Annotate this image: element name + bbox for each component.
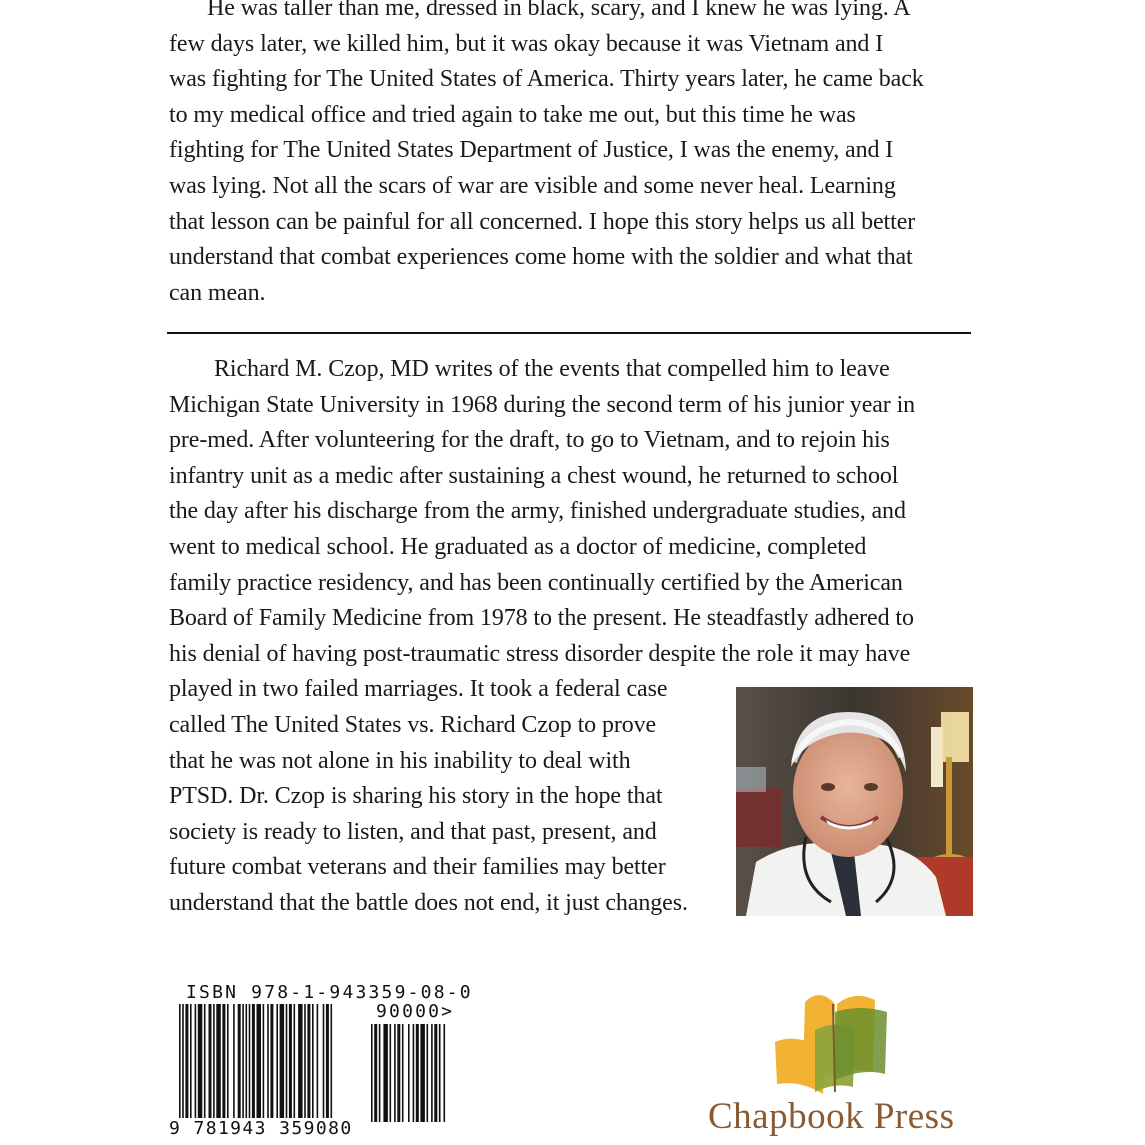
publisher-name: Chapbook Press — [708, 1096, 955, 1137]
blurb-line: He was taller than me, dressed in black, scary, and I knew he was lying. A — [207, 0, 911, 21]
blurb-line: understand that combat experiences come home with the soldier and what that — [169, 244, 913, 271]
blurb-paragraph — [169, 0, 971, 311]
bio-line: Richard M. Czop, MD writes of the events that compelled him to leave — [214, 356, 890, 382]
isbn-barcode — [179, 1004, 359, 1136]
price-code: 90000> — [376, 1001, 455, 1022]
bio-line: Michigan State University in 1968 during the second term of his junior year in — [169, 391, 916, 418]
blurb-line: fighting for The United States Department of Justice, I was the enemy, and I — [169, 137, 894, 164]
bio-line: infantry unit as a medic after sustaining a chest wound, he returned to school — [169, 462, 899, 489]
blurb-line: that lesson can be painful for all concerned. I hope this story helps us all better — [169, 208, 916, 235]
blurb-line: to my medical office and tried again to take me out, but this time he was — [169, 101, 856, 128]
bio-line: went to medical school. He graduated as a doctor of medicine, completed — [169, 533, 867, 560]
bio-line: Board of Family Medicine from 1978 to the present. He steadfastly adhered to — [169, 605, 914, 632]
bio-line: PTSD. Dr. Czop is sharing his story in the hope that — [169, 783, 663, 810]
bio-line: that he was not alone in his inability to deal with — [169, 747, 631, 774]
bio-line: society is ready to listen, and that past, present, and — [169, 818, 657, 845]
author-portrait-image — [736, 687, 973, 916]
barcode-digits: 9 781943 359080 — [169, 1118, 353, 1139]
bio-line: pre-med. After volunteering for the draft, to go to Vietnam, and to rejoin his — [169, 427, 890, 454]
blurb-line: was lying. Not all the scars of war are visible and some never heal. Learning — [169, 172, 896, 199]
bio-line: understand that the battle does not end, it just changes. — [169, 889, 688, 916]
blurb-line: few days later, we killed him, but it was okay because it was Vietnam and I — [169, 30, 884, 57]
chapbook-press-logo — [775, 982, 895, 1094]
blurb-line: was fighting for The United States of America. Thirty years later, he came back — [169, 66, 924, 93]
bio-line: played in two failed marriages. It took a federal case — [169, 676, 668, 703]
bio-line: future combat veterans and their families may better — [169, 854, 666, 881]
bio-line: family practice residency, and has been continually certified by the American — [169, 569, 903, 596]
author-photo — [736, 687, 973, 916]
bio-line: the day after his discharge from the army, finished undergraduate studies, and — [169, 498, 906, 525]
blurb-line: can mean. — [169, 279, 266, 306]
isbn-label: ISBN 978-1-943359-08-0 — [186, 982, 473, 1003]
bio-line: his denial of having post-traumatic stress disorder despite the role it may have — [169, 640, 911, 667]
bio-line: called The United States vs. Richard Czop to prove — [169, 711, 657, 738]
section-divider — [167, 332, 971, 334]
price-barcode — [371, 1024, 466, 1136]
